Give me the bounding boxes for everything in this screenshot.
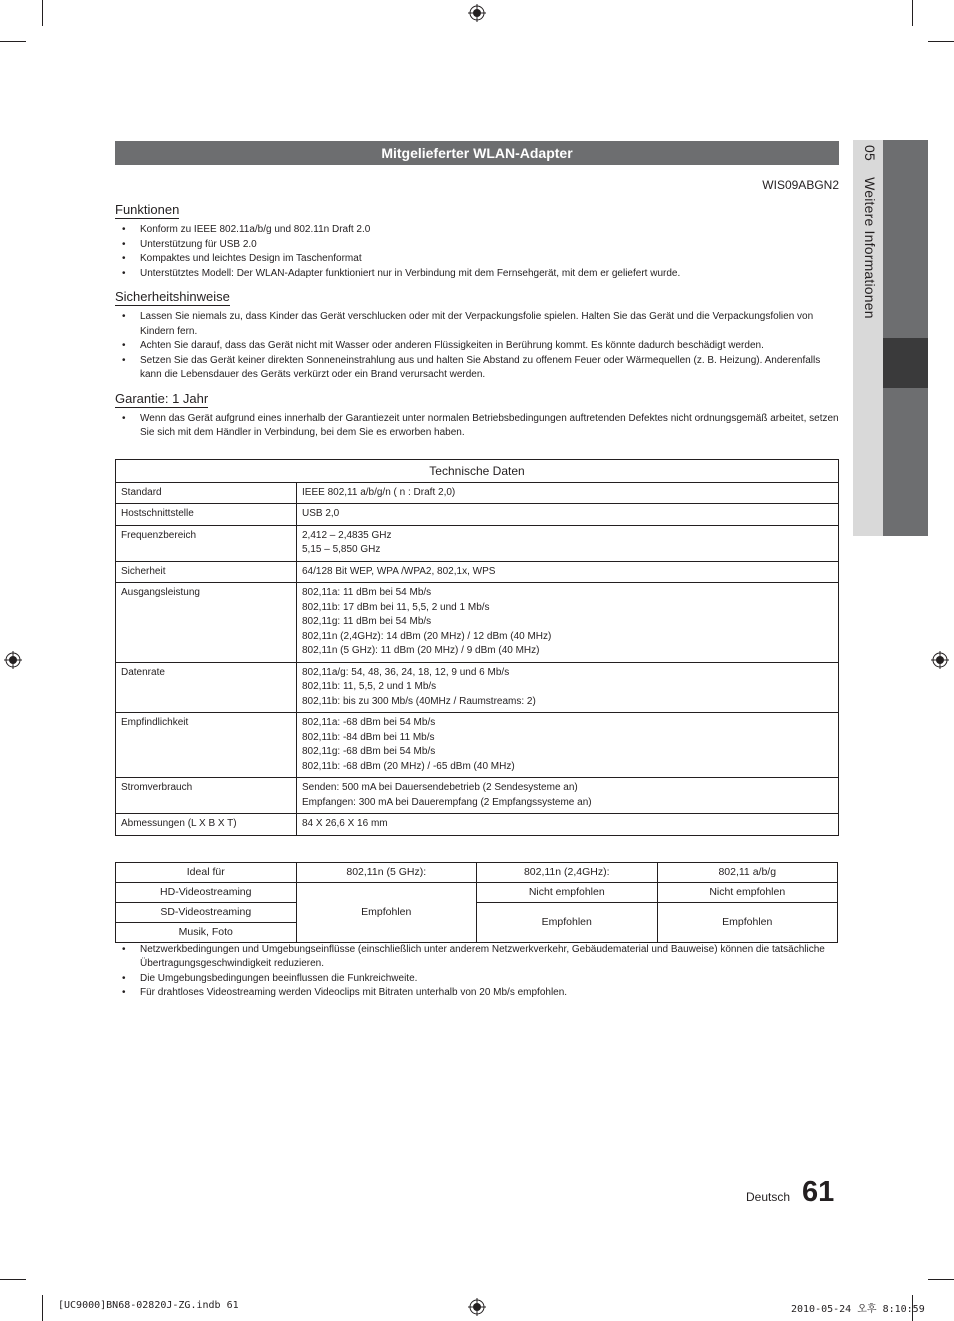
spec-key: Datenrate [116,662,297,713]
spec-value: USB 2,0 [297,504,839,526]
chapter-tab-label [858,145,878,525]
ideal-cell: Empfohlen [477,902,658,942]
page-title: Mitgelieferter WLAN-Adapter [115,141,839,165]
registration-mark-icon [931,651,949,669]
chapter-number: 05 [862,145,878,161]
list-item: • Lassen Sie niemals zu, dass Kinder das Gerät verschlucken oder mit der Verpackungsfolie spielen. Halten Sie das Gerät und die Verpackungsfolien von Kindern fern. [115,310,839,339]
spec-value: IEEE 802,11 a/b/g/n ( n : Draft 2,0) [297,482,839,504]
crop-mark [0,1279,26,1280]
spec-key: Abmessungen (L X B X T) [116,814,297,836]
spec-value: Senden: 500 mA bei Dauersendebetrieb (2 Sendesysteme an) Empfangen: 300 mA bei Dauerempfang (2 Empfangssysteme an) [297,778,839,814]
list-item: • Setzen Sie das Gerät keiner direkten Sonneneinstrahlung aus und halten Sie Abstand zu offenem Feuer oder Wärmequellen (z. B. Heizung). Anderenfalls kann die Lebensdauer des Geräts verkürzt oder ein Brand verursacht werden. [115,354,839,383]
spec-value: 84 X 26,6 X 16 mm [297,814,839,836]
list-item: • Konform zu IEEE 802.11a/b/g und 802.11n Draft 2.0 [115,223,839,238]
table-row [116,713,839,778]
model-number: WIS09ABGN2 [762,178,839,192]
spec-key: Stromverbrauch [116,778,297,814]
spec-key: Frequenzbereich [116,525,297,561]
section-funktionen [115,194,839,281]
table-row [116,482,839,504]
ideal-header: Ideal für [116,862,297,882]
list-item: • Unterstützung für USB 2.0 [115,238,839,253]
table-row [116,814,839,836]
ideal-header: 802,11n (2,4GHz): [477,862,658,882]
crop-mark [912,0,913,26]
page-number: 61 [802,1176,835,1208]
ideal-header: 802,11n (5 GHz): [296,862,477,882]
ideal-row-label: SD-Videostreaming [116,902,297,922]
table-row [116,662,839,713]
spec-value: 64/128 Bit WEP, WPA /WPA2, 802,1x, WPS [297,561,839,583]
spec-value: 802,11a: 11 dBm bei 54 Mb/s 802,11b: 17 dBm bei 11, 5,5, 2 und 1 Mb/s 802,11g: 11 dBm bei 54 Mb/s 802,11n (2,4GHz): 14 dBm (20 MHz) / 12 dBm (40 MHz) 802,11n (5 GHz): 11 dBm (20 MHz) / 9 dBm (40 MHz) [297,583,839,663]
list-item: • Die Umgebungsbedingungen beeinflussen die Funkreichweite. [115,972,839,987]
ideal-table [115,862,838,943]
footer-language: Deutsch [746,1190,791,1204]
table-row [116,525,839,561]
list-item: • Für drahtloses Videostreaming werden Videoclips mit Bitraten unterhalb von 20 Mb/s empfohlen. [115,986,839,1001]
spec-table [115,459,839,836]
spec-key: Empfindlichkeit [116,713,297,778]
spec-key: Hostschnittstelle [116,504,297,526]
list-item: • Unterstütztes Modell: Der WLAN-Adapter funktioniert nur in Verbindung mit dem Fernsehgerät, mit dem er geliefert wurde. [115,267,839,282]
ideal-cell: Empfohlen [657,902,838,942]
bullet-list [115,223,839,281]
spec-value: 802,11a/g: 54, 48, 36, 24, 18, 12, 9 und 6 Mb/s 802,11b: 11, 5,5, 2 und 1 Mb/s 802,11b: bis zu 300 Mb/s (40MHz / Raumstreams: 2) [297,662,839,713]
ideal-row-label: Musik, Foto [116,922,297,942]
ideal-cell: Empfohlen [296,882,477,942]
crop-mark [928,1279,954,1280]
ideal-cell: Nicht empfohlen [477,882,658,902]
crop-mark [42,0,43,26]
section-garantie [115,383,839,441]
spec-value: 802,11a: -68 dBm bei 54 Mb/s 802,11b: -84 dBm bei 11 Mb/s 802,11g: -68 dBm bei 54 Mb/s 802,11b: -68 dBm (20 MHz) / -65 dBm (40 MHz) [297,713,839,778]
ideal-cell: Nicht empfohlen [657,882,838,902]
table-row [116,504,839,526]
crop-mark [928,41,954,42]
notes-list [115,943,839,1001]
spec-value: 2,412 – 2,4835 GHz 5,15 – 5,850 GHz [297,525,839,561]
chapter-tab-marker [883,338,928,388]
list-item: • Kompaktes und leichtes Design im Taschenformat [115,252,839,267]
spec-key: Ausgangsleistung [116,583,297,663]
spec-key: Standard [116,482,297,504]
spec-key: Sicherheit [116,561,297,583]
ideal-header: 802,11 a/b/g [657,862,838,882]
table-row [116,561,839,583]
table-row [116,583,839,663]
crop-mark [0,41,26,42]
list-item: • Netzwerkbedingungen und Umgebungseinflüsse (einschließlich unter anderem Netzwerkverkehr, Gebäudematerial und Bauweise) können die tatsächliche Übertragungsgeschwindigkeit reduzieren. [115,943,839,972]
registration-mark-icon [4,651,22,669]
table-row [116,778,839,814]
list-item: • Wenn das Gerät aufgrund eines innerhalb der Garantiezeit unter normalen Betriebsbedingungen auftretenden Defektes nicht ordnungsgemäß arbeitet, setzen Sie sich mit dem Händler in Verbindung, bei dem Sie es erworben haben. [115,412,839,441]
registration-mark-icon [468,1298,486,1316]
list-item: • Achten Sie darauf, dass das Gerät nicht mit Wasser oder anderen Flüssigkeiten in Berührung kommt. Es könnte dadurch beschädigt werden. [115,339,839,354]
bullet-list [115,310,839,383]
section-sicherheitshinweise [115,281,839,383]
spec-table-header: Technische Daten [116,459,839,482]
section-heading: Garantie: 1 Jahr [115,390,209,406]
chapter-title: Weitere Informationen [862,177,878,319]
section-heading: Sicherheitshinweise [115,289,230,304]
registration-mark-icon [468,4,486,22]
section-heading: Funktionen [115,202,180,217]
print-slug-file: [UC9000]BN68-02820J-ZG.indb 61 [58,1300,239,1311]
print-slug-date: 2010-05-24 오후 8:10:59 [791,1304,925,1315]
crop-mark [42,1295,43,1321]
ideal-row-label: HD-Videostreaming [116,882,297,902]
bullet-list [115,412,839,441]
main-content [115,141,839,1001]
